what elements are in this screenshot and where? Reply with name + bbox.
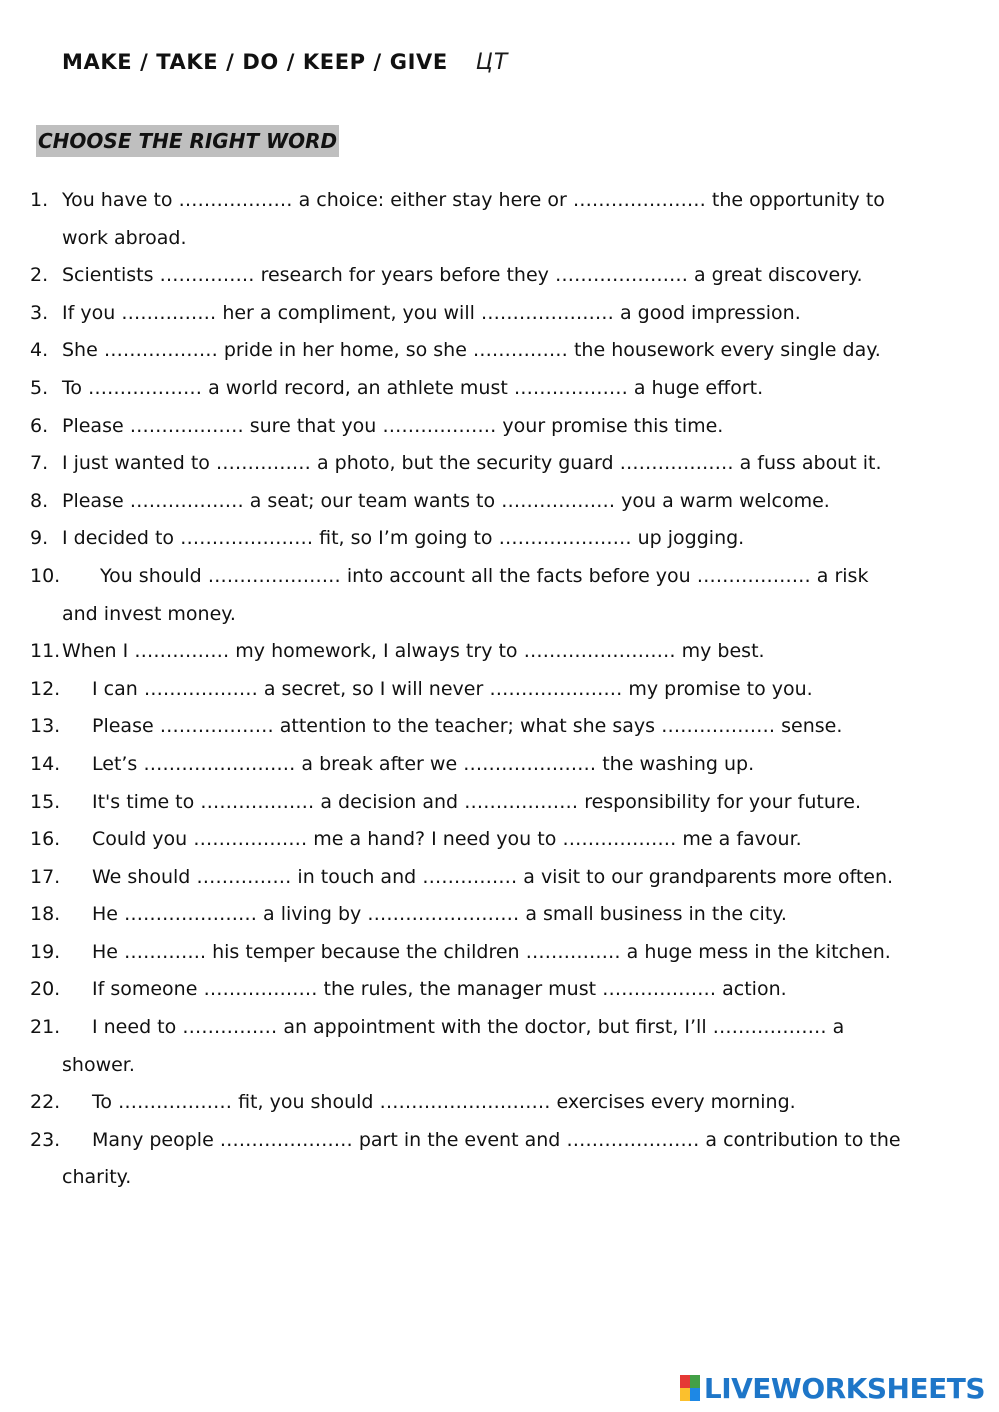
section-heading: CHOOSE THE RIGHT WORD (36, 125, 339, 157)
exercise-text: Let’s …………………… a break after we ………………… the washing up. (92, 752, 755, 775)
exercise-text: I need to …………… an appointment with the doctor, but first, I’ll ……………… a (92, 1016, 845, 1039)
exercise-item (30, 1122, 960, 1197)
exercise-item (30, 934, 960, 972)
exercise-text: Please ……………… a seat; our team wants to ……………… you a warm welcome. (62, 489, 830, 512)
logo-square-green (690, 1375, 700, 1388)
exercise-item (30, 520, 960, 558)
exercise-text: He …………. his temper because the children …………… a huge mess in the kitchen. (92, 940, 891, 963)
exercise-number: 23. (30, 1128, 61, 1151)
exercise-number: 13. (30, 715, 61, 738)
logo-square-blue (690, 1388, 700, 1401)
exercise-text: You have to ……………… a choice: either stay here or ………………… the opportunity to (62, 189, 885, 211)
exercise-item (30, 708, 960, 746)
exercise-number: 21. (30, 1016, 61, 1039)
exercise-list (30, 182, 960, 1197)
exercise-text: We should …………… in touch and …………… a visit to our grandparents more often. (92, 865, 894, 888)
exercise-number: 15. (30, 790, 61, 813)
exercise-text: It's time to ……………… a decision and ……………… responsibility for your future. (92, 790, 861, 813)
exercise-text: If you …………… her a compliment, you will ………………… a good impression. (62, 301, 801, 324)
exercise-text: She ……………… pride in her home, so she …………… the housework every single day. (62, 339, 881, 362)
exercise-item (30, 182, 960, 257)
exercise-number: 2. (30, 264, 49, 287)
exercise-text-continuation: and invest money. (62, 602, 236, 625)
exercise-item (30, 671, 960, 709)
exercise-number: 11. (30, 640, 61, 663)
exercise-number: 5. (30, 376, 49, 399)
exercise-text: To ……………… a world record, an athlete must ……………… a huge effort. (62, 376, 764, 399)
page-title: MAKE / TAKE / DO / KEEP / GIVE (62, 50, 448, 74)
exercise-text: I just wanted to …………… a photo, but the security guard ……………… a fuss about it. (62, 452, 882, 475)
exercise-item (30, 257, 960, 295)
exercise-item (30, 859, 960, 897)
exercise-item (30, 896, 960, 934)
exercise-number: 8. (30, 489, 49, 512)
exercise-text: Could you ……………… me a hand? I need you to ……………… me a favour. (92, 828, 802, 851)
exercise-number: 7. (30, 452, 49, 475)
exercise-text-continuation: charity. (62, 1166, 132, 1189)
exercise-item (30, 558, 960, 633)
liveworksheets-brand (680, 1371, 985, 1405)
exercise-number: 6. (30, 414, 49, 437)
logo-square-red (680, 1375, 690, 1388)
exercise-text: When I …………… my homework, I always try to …………………… my best. (62, 640, 765, 663)
brand-text: LIVEWORKSHEETS (703, 1371, 985, 1405)
exercise-text: You should ………………… into account all the facts before you ……………… a risk (100, 564, 869, 587)
exercise-number: 17. (30, 865, 61, 888)
exercise-item (30, 1084, 960, 1122)
logo-square-yellow (680, 1388, 690, 1401)
exercise-item (30, 784, 960, 822)
exercise-item (30, 483, 960, 521)
title-note: ЦТ (475, 50, 509, 75)
exercise-number: 14. (30, 752, 61, 775)
title-row (62, 50, 508, 84)
exercise-text-continuation: shower. (62, 1053, 135, 1076)
exercise-item (30, 332, 960, 370)
exercise-item (30, 445, 960, 483)
exercise-number: 20. (30, 978, 61, 1001)
exercise-text: I can ……………… a secret, so I will never ………………… my promise to you. (92, 677, 813, 700)
exercise-text: He ………………… a living by …………………… a small business in the city. (92, 903, 787, 926)
exercise-number: 16. (30, 828, 61, 851)
exercise-item (30, 1009, 960, 1084)
exercise-text-continuation: work abroad. (62, 226, 187, 249)
exercise-text: To ……………… fit, you should ……………………… exercises every morning. (92, 1091, 796, 1114)
exercise-text: Please ……………… attention to the teacher; what she says ……………… sense. (92, 715, 843, 738)
exercise-number: 3. (30, 301, 49, 324)
exercise-text: I decided to ………………… fit, so I’m going to ………………… up jogging. (62, 527, 745, 550)
exercise-item (30, 746, 960, 784)
exercise-number: 22. (30, 1091, 61, 1114)
exercise-number: 4. (30, 339, 49, 362)
exercise-number: 12. (30, 677, 61, 700)
liveworksheets-logo-icon (680, 1375, 700, 1401)
exercise-item (30, 633, 960, 671)
exercise-number: 1. (30, 189, 49, 211)
exercise-item (30, 295, 960, 333)
exercise-item (30, 408, 960, 446)
exercise-item (30, 370, 960, 408)
exercise-number: 9. (30, 527, 49, 550)
exercise-text: Many people ………………… part in the event and ………………… a contribution to the (92, 1128, 901, 1151)
exercise-number: 19. (30, 940, 61, 963)
exercise-item (30, 971, 960, 1009)
exercise-text: Scientists …………… research for years before they ………………… a great discovery. (62, 264, 863, 287)
exercise-item (30, 821, 960, 859)
exercise-number: 10. (30, 564, 61, 587)
exercise-text: Please ……………… sure that you ……………… your promise this time. (62, 414, 724, 437)
exercise-number: 18. (30, 903, 61, 926)
exercise-text: If someone ……………… the rules, the manager must ……………… action. (92, 978, 787, 1001)
